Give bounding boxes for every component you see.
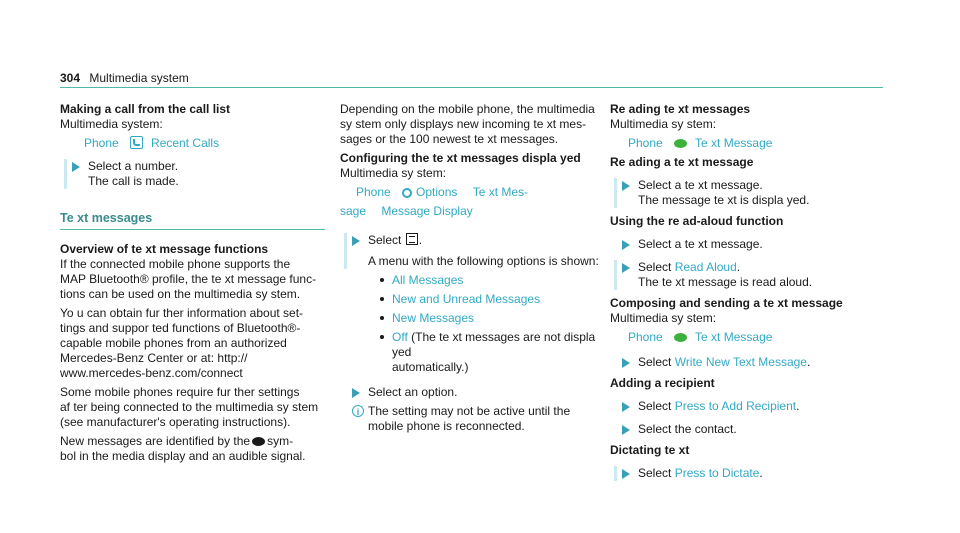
para-line: Depending on the mobile phone, the multimedia (340, 102, 595, 116)
config-menu-path (340, 185, 610, 219)
arrow-right-icon (622, 240, 630, 250)
para-line: Yo u can obtain fur ther information about set- (60, 306, 304, 320)
reading-heading: Re ading te xt messages (610, 102, 751, 116)
path-phone-link[interactable]: Phone (628, 136, 663, 150)
dictate-step: Select Press to Dictate. (610, 466, 885, 481)
para-line: af ter being connected to the multimedia sy stem (60, 400, 319, 414)
para-line: capable mobile phones from an authorized (60, 336, 287, 350)
press-to-dictate-link[interactable]: Press to Dictate (674, 466, 760, 480)
recipient-step-1: Select Press to Add Recipient. (610, 399, 885, 414)
option-note: automatically.) (392, 360, 469, 374)
info-icon: i (352, 405, 364, 417)
step-text: Select a te xt message. (638, 178, 763, 192)
arrow-right-icon (352, 236, 360, 246)
call-heading: Making a call from the call list (60, 102, 231, 116)
compose-system-label: Multimedia sy stem: (610, 311, 717, 325)
call-step-text: Select a number. (88, 159, 179, 173)
message-icon (674, 139, 687, 148)
path-text-messages-link[interactable]: Te xt Mes- (472, 185, 529, 199)
para-1 (60, 257, 325, 302)
para-text: New messages are identified by the (60, 434, 251, 448)
section-title: Te xt messages (60, 211, 153, 225)
read-aloud-link[interactable]: Read Aloud (674, 260, 737, 274)
header-title: Multimedia system (89, 71, 189, 85)
para-line: tions can be used on the multimedia sy stem. (60, 287, 301, 301)
step-bar (64, 159, 67, 189)
compose-menu-path (610, 330, 885, 345)
recipient-heading: Adding a recipient (610, 376, 715, 390)
info-note (340, 404, 610, 434)
reading-system-label: Multimedia sy stem: (610, 117, 717, 131)
options-list (340, 273, 610, 375)
path-options-link[interactable]: Options (416, 185, 458, 199)
arrow-right-icon (622, 181, 630, 191)
page-number: 304 (60, 71, 81, 85)
step-bar (344, 233, 347, 269)
arrow-right-icon (622, 402, 630, 412)
phone-icon (130, 136, 143, 149)
reading-one-heading: Re ading a te xt message (610, 155, 754, 169)
para-2 (60, 306, 325, 381)
para-line: Some mobile phones require fur ther settings (60, 385, 300, 399)
step-text: Select (638, 355, 672, 369)
step-text: Select (368, 233, 402, 247)
recipient-step-2 (610, 422, 885, 437)
step-text: Select (638, 260, 672, 274)
step-text: Select (638, 466, 672, 480)
step-text: Select an option. (368, 385, 458, 399)
step-bar (614, 178, 617, 208)
path-phone-link[interactable]: Phone (356, 185, 391, 199)
path-text-message-link[interactable]: Te xt Message (695, 330, 773, 344)
select-option-step (340, 385, 610, 400)
compose-step: Select Write New Text Message. (610, 355, 885, 370)
info-text: mobile phone is reconnected. (368, 419, 525, 433)
config-heading: Conﬁguring the te xt messages displa yed (340, 151, 581, 165)
para-line: bol in the media display and an audible signal. (60, 449, 306, 463)
step-result: The message te xt is displa yed. (638, 193, 810, 207)
gear-icon (402, 188, 412, 198)
select-menu-step (340, 233, 610, 269)
section-rule (60, 229, 325, 230)
step-text: . (418, 233, 423, 247)
option-new-unread-messages[interactable]: New and Unread Messages (380, 292, 610, 307)
step-text: A menu with the following options is shown: (368, 254, 599, 268)
option-all-messages[interactable]: All Messages (380, 273, 610, 288)
arrow-right-icon (72, 162, 80, 172)
press-to-add-recipient-link[interactable]: Press to Add Recipient (674, 399, 797, 413)
column-1 (60, 102, 325, 464)
para-line: sages or the 100 newest te xt messages. (340, 132, 559, 146)
info-text: The setting may not be active until the (368, 404, 571, 418)
section-heading (60, 211, 325, 230)
path-phone-link[interactable]: Phone (628, 330, 663, 344)
para-line: If the connected mobile phone supports the (60, 257, 291, 271)
path-text-message-link[interactable]: Te xt Message (695, 136, 773, 150)
para-line: (see manufacturer's operating instructions). (60, 415, 291, 429)
para-line (60, 434, 325, 449)
arrow-right-icon (352, 388, 360, 398)
para-line: www.mercedes-benz.com/connect (60, 366, 243, 380)
compose-heading: Composing and sending a te xt message (610, 296, 843, 310)
readaloud-step-1 (610, 237, 885, 252)
write-new-text-message-link[interactable]: Write New Text Message (674, 355, 807, 369)
step-text: Select the contact. (638, 422, 737, 436)
intro-para (340, 102, 610, 147)
config-system-label: Multimedia sy stem: (340, 166, 447, 180)
dictate-heading: Dictating te xt (610, 443, 690, 457)
para-text: sym- (267, 434, 294, 448)
path-text-messages-cont[interactable]: sage (340, 204, 367, 218)
call-menu-path (60, 136, 325, 151)
option-new-messages[interactable]: New Messages (380, 311, 610, 326)
reading-menu-path (610, 136, 885, 151)
para-line: tings and suppor ted functions of Bluetooth®- (60, 321, 301, 335)
overview-heading: Overview of te xt message functions (60, 242, 269, 256)
path-message-display-link[interactable]: Message Display (381, 204, 473, 218)
path-recent-calls-link[interactable]: Recent Calls (151, 136, 220, 150)
message-icon (252, 437, 265, 446)
arrow-right-icon (622, 425, 630, 435)
column-2 (340, 102, 610, 434)
option-note: (The te xt messages are not displa yed (392, 330, 596, 359)
menu-icon (406, 233, 418, 245)
call-step (60, 159, 325, 189)
option-off (380, 330, 610, 375)
para-line: Mercedes-Benz Center or at: http:// (60, 351, 248, 365)
call-system-label: Multimedia system: (60, 117, 163, 131)
step-bar (614, 466, 617, 481)
page-header (60, 71, 189, 86)
para-line: MAP Bluetooth® profile, the te xt message func- (60, 272, 317, 286)
header-rule (60, 87, 883, 88)
path-phone-link[interactable]: Phone (84, 136, 119, 150)
arrow-right-icon (622, 469, 630, 479)
message-icon (674, 333, 687, 342)
arrow-right-icon (622, 358, 630, 368)
reading-step (610, 178, 885, 208)
step-result: The te xt message is read aloud. (638, 275, 813, 289)
call-step-result: The call is made. (88, 174, 179, 188)
step-text: Select (638, 399, 672, 413)
arrow-right-icon (622, 263, 630, 273)
column-3 (610, 102, 885, 481)
option-off-link[interactable]: Off (392, 330, 408, 344)
para-line: sy stem only displays new incoming te xt mes- (340, 117, 587, 131)
para-3 (60, 385, 325, 430)
step-text: Select a te xt message. (638, 237, 763, 251)
readaloud-heading: Using the re ad-aloud function (610, 214, 784, 228)
para-4 (60, 434, 325, 464)
step-bar (614, 260, 617, 290)
readaloud-step-2: Select Read Aloud. The te xt message is read aloud. (610, 260, 885, 290)
